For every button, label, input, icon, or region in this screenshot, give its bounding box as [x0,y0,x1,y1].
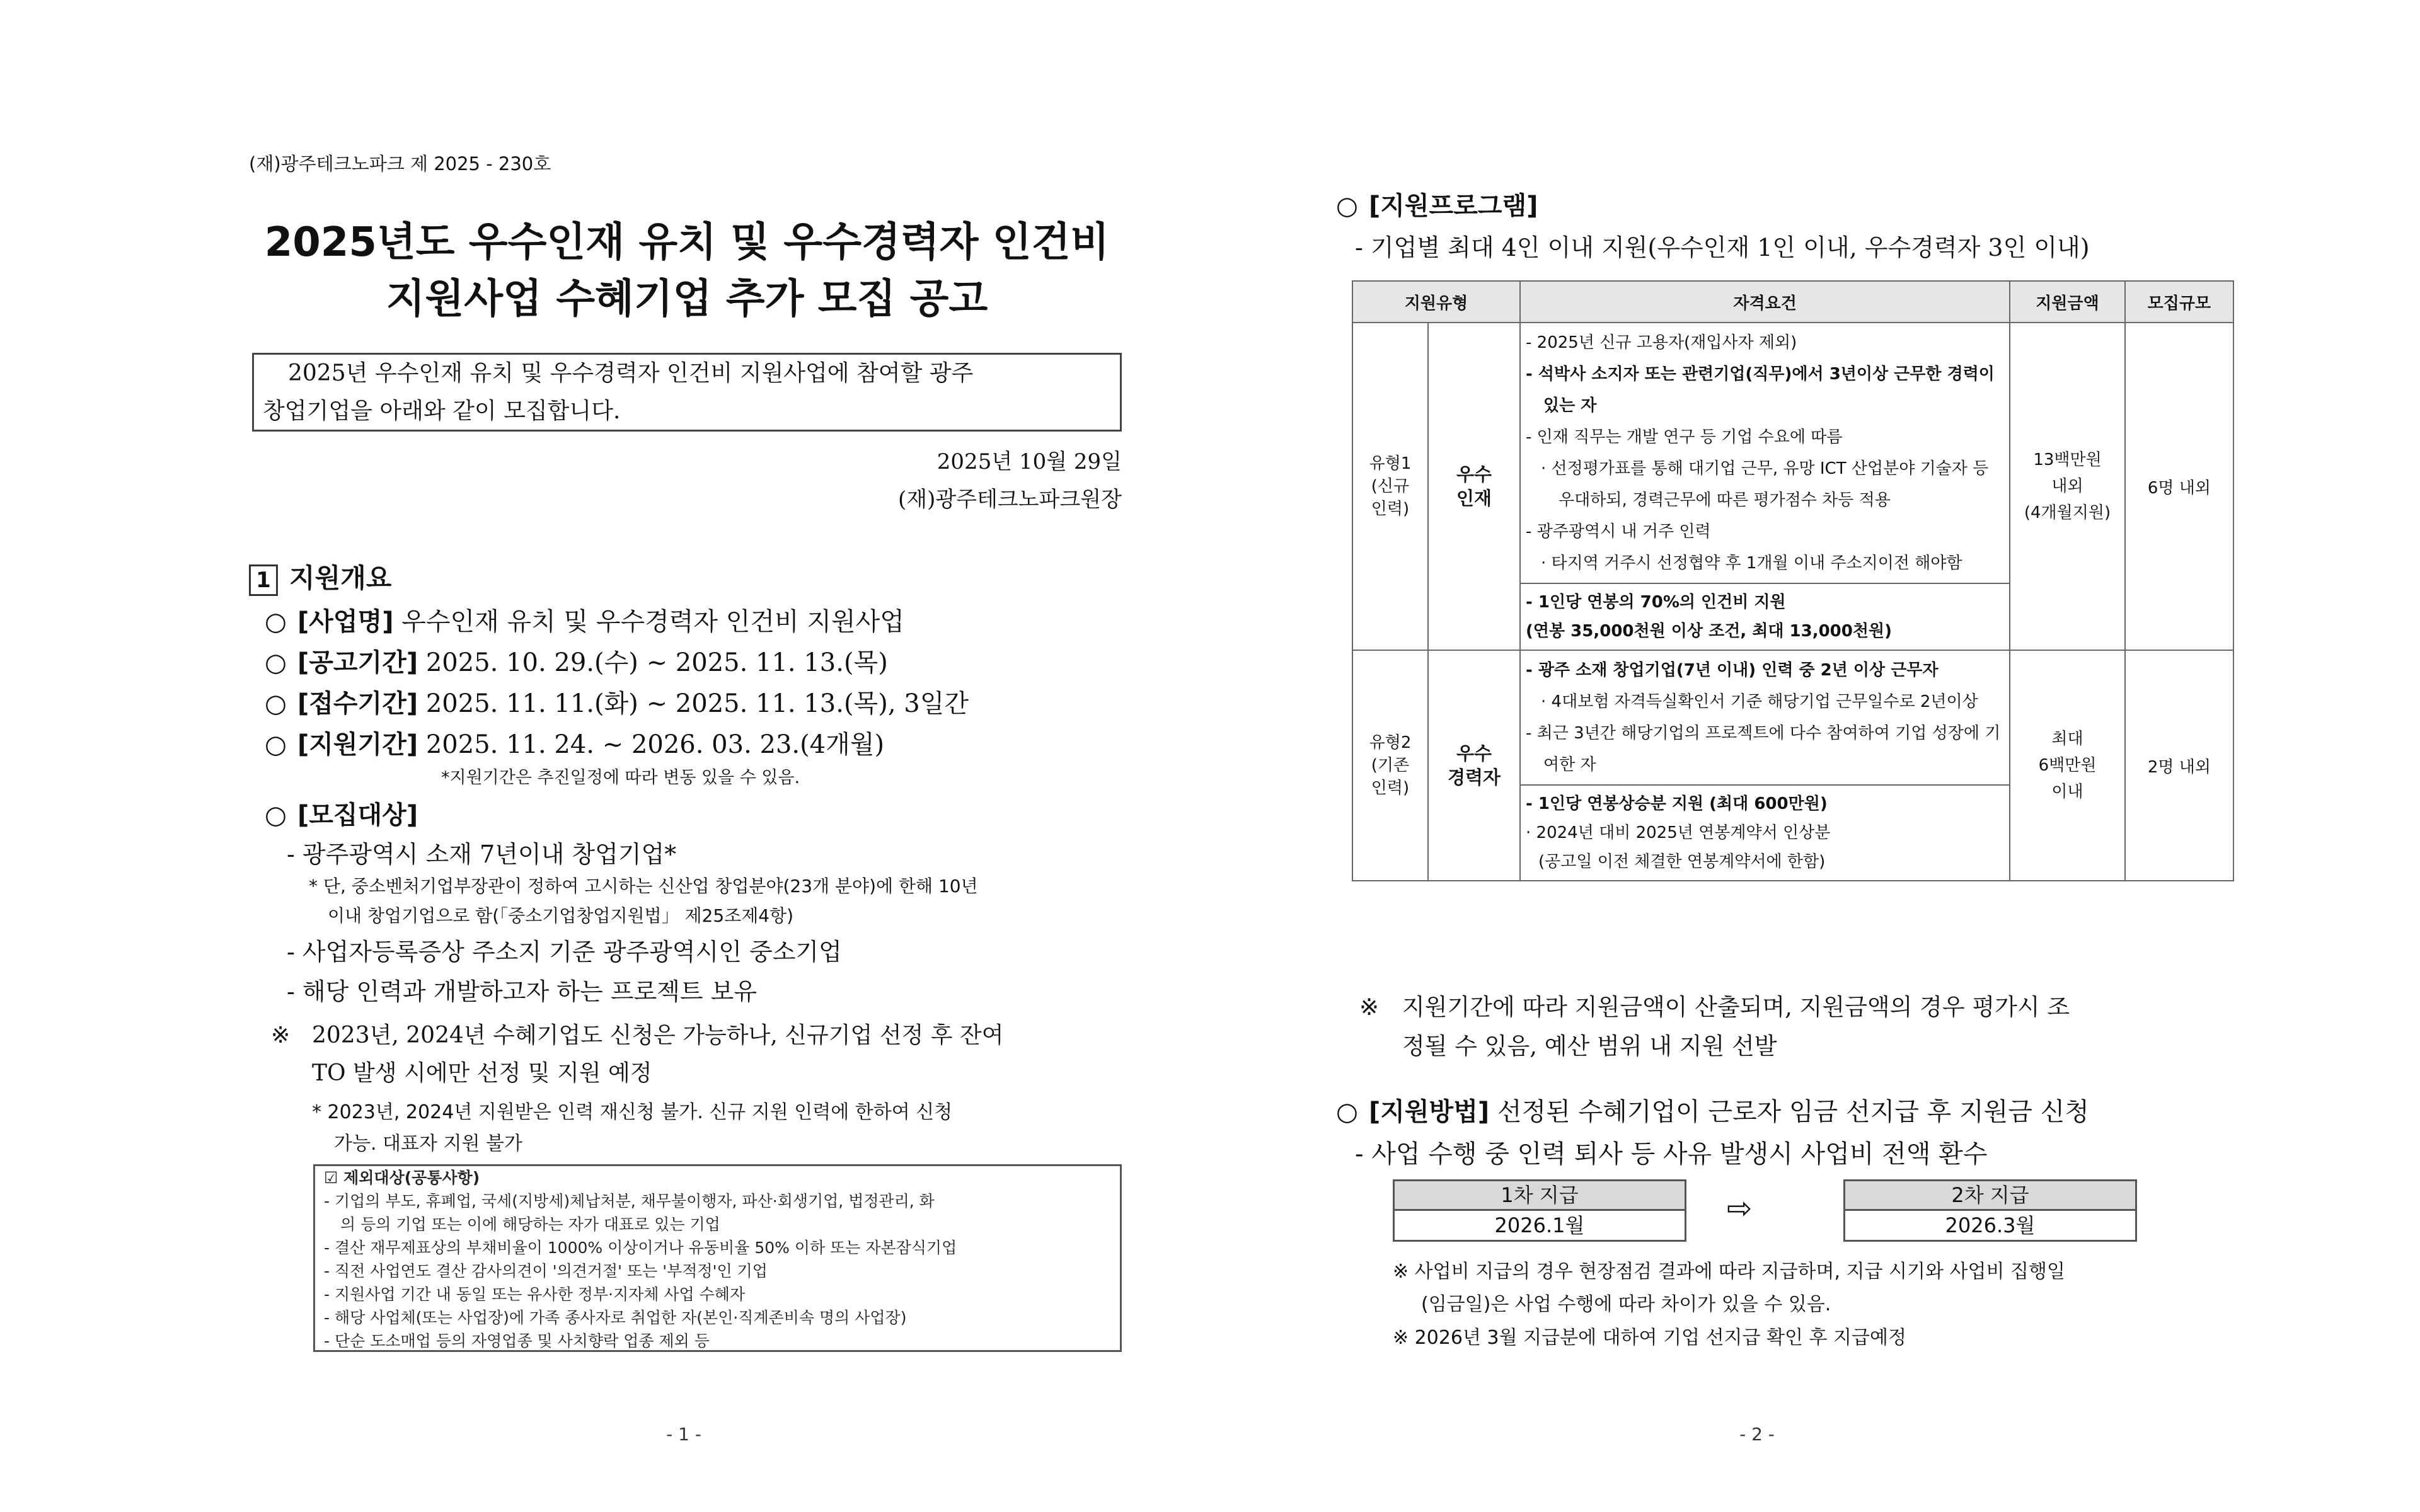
req-item: · 선정평가표를 통해 대기업 근무, 유망 ICT 산업분야 기술자 등 우대하되, 경력근무에 따른 평가점수 차등 적용 [1541,459,1989,510]
target-heading [265,795,418,831]
item-text: 2025. 11. 24. ~ 2026. 03. 23.(4개월) [425,730,885,759]
support-line: (공고일 이전 체결한 연봉계약서에 한함) [1538,852,1826,871]
type2-amount: 최대 6백만원 이내 [2010,650,2125,881]
req-item: - 광주 소재 창업기업(7년 이내) 인력 중 2년 이상 근무자 [1526,661,1939,680]
support-line: - 1인당 연봉상승분 지원 (최대 600만원) [1526,794,1828,813]
type2-support [1520,785,2010,881]
intro-box [252,353,1122,432]
method-sub: - 사업 수행 중 인력 퇴사 등 사유 발생시 사업비 전액 환수 [1355,1140,1988,1169]
bullet: ○ [265,689,287,718]
item-text: 우수인재 유치 및 우수경력자 인건비 지원사업 [401,607,904,636]
notice-text-1: 2023년, 2024년 수혜기업도 신청은 가능하나, 신규기업 선정 후 잔여 [312,1022,1004,1048]
section-1-title: 지원개요 [289,563,392,593]
bullet: ○ [265,648,287,677]
payment-note-1-line-2: (임금일)은 사업 수행에 따라 차이가 있을 수 있음. [1421,1293,1831,1315]
target-label: [모집대상] [297,801,418,830]
req-item: - 광주광역시 내 거주 인력 [1526,522,1711,541]
issuer: (재)광주테크노파크원장 [898,487,1122,512]
bullet: ○ [1336,1097,1358,1126]
program-heading [1336,186,1538,222]
type1-requirements [1520,323,2010,583]
table-header-row [1352,281,2233,323]
payment-2-box [1843,1179,2137,1242]
req-item: - 최근 3년간 해당기업의 프로젝트에 다수 참여하여 기업 성장에 기여한 자 [1526,724,2001,774]
target-3: - 해당 인력과 개발하고자 하는 프로젝트 보유 [287,978,758,1005]
notice-line-1 [271,1017,1004,1050]
req-item: - 2025년 신규 고용자(재입사자 제외) [1526,333,1797,352]
payment-1-value: 2026.1월 [1494,1213,1585,1237]
payment-1-header: 1차 지급 [1395,1181,1685,1211]
type2-requirements [1520,650,2010,785]
item-label: [지원기간] [297,730,418,759]
item-text: 2025. 10. 29.(수) ~ 2025. 11. 13.(목) [425,648,888,677]
item-label: [공고기간] [297,648,418,677]
notice-mark: ※ [271,1022,291,1048]
support-line: · 2024년 대비 2025년 연봉계약서 인상분 [1526,823,1831,842]
item-support-period [265,724,884,760]
table-row-type2-req [1352,650,2233,785]
type1-name: 우수 인재 [1428,323,1520,650]
page-number-2: - 2 - [1739,1424,1775,1445]
exclusion-box [313,1164,1122,1352]
header-scale: 모집규모 [2125,281,2233,323]
program-label: [지원프로그램] [1369,192,1538,220]
title-line-2: 지원사업 수혜기업 추가 모집 공고 [386,276,988,323]
type2-group: 유형2 (기존 인력) [1352,650,1428,881]
exclusion-item: 의 등의 기업 또는 이에 해당하는 자가 대표로 있는 기업 [340,1215,720,1234]
notice-sub-2: 가능. 대표자 지원 불가 [334,1133,522,1155]
payment-2-value: 2026.3월 [1945,1213,2036,1237]
exclusion-item: - 직전 사업연도 결산 감사의견이 '의견거절' 또는 '부적정'인 기업 [324,1262,768,1280]
doc-title [249,214,1125,328]
table-note-line-1 [1359,988,2070,1022]
payment-2-header: 2차 지급 [1845,1181,2135,1211]
table-row-type1-req [1352,323,2233,583]
exclusion-item: - 결산 재무제표상의 부채비율이 1000% 이상이거나 유동비율 50% 이하 또는 자본잠식기업 [324,1239,957,1257]
bullet: ○ [1336,192,1358,220]
req-item: · 4대보험 자격득실확인서 기준 해당기업 근무일수로 2년이상 [1541,692,1978,711]
target-1-note-1: * 단, 중소벤처기업부장관이 정하여 고시하는 신산업 창업분야(23개 분야)에 한해 10년 [309,876,978,896]
method-label: [지원방법] [1369,1097,1490,1126]
header-type: 지원유형 [1352,281,1520,323]
target-1-note-2: 이내 창업기업으로 함(「중소기업창업지원법」 제25조제4항) [328,905,794,926]
payment-note-2: ※ 2026년 3월 지급분에 대하여 기업 선지급 확인 후 지급예정 [1393,1327,1906,1349]
item-business-name [265,602,904,638]
req-item: - 인재 직무는 개발 연구 등 기업 수요에 따름 [1526,428,1843,447]
exclusion-item: - 기업의 부도, 휴폐업, 국세(지방세)체납처분, 채무불이행자, 파산·회생기업, 법정관리, 화 [324,1192,935,1210]
payment-note-1-line-1: ※ 사업비 지급의 경우 현장점검 결과에 따라 지급하며, 지급 시기와 사업비 집행일 [1393,1261,2065,1283]
exclusion-title: ☑ 제외대상(공통사항) [324,1169,480,1187]
section-number-box: 1 [249,564,278,596]
support-line: (연봉 35,000천원 이상 조건, 최대 13,000천원) [1526,622,1892,641]
note-text-1: 지원기간에 따라 지원금액이 산출되며, 지원금액의 경우 평가시 조 [1402,994,2070,1021]
exclusion-item: - 지원사업 기간 내 동일 또는 유사한 정부·지자체 사업 수혜자 [324,1285,746,1303]
announce-date: 2025년 10월 29일 [936,449,1122,474]
note-mark: ※ [1359,994,1380,1021]
item-receipt-period [265,684,969,719]
bullet: ○ [265,607,287,636]
type1-group: 유형1 (신규 인력) [1352,323,1428,650]
header-requirements: 자격요건 [1520,281,2010,323]
type1-scale: 6명 내외 [2125,323,2233,650]
payment-1-box [1393,1179,1686,1242]
item-label: [접수기간] [297,689,418,718]
exclusion-item: - 단순 도소매업 등의 자영업종 및 사치향락 업종 제외 등 [324,1332,710,1350]
intro-line-1: 2025년 우수인재 유치 및 우수경력자 인건비 지원사업에 참여할 광주 [288,360,974,386]
type1-support [1520,583,2010,650]
type2-scale: 2명 내외 [2125,650,2233,881]
method-heading [1336,1092,2089,1128]
doc-number: (재)광주테크노파크 제 2025 - 230호 [249,153,551,175]
header-amount: 지원금액 [2010,281,2125,323]
type2-name: 우수 경력자 [1428,650,1520,881]
req-item: · 타지역 거주시 선정협약 후 1개월 이내 주소지이전 해야함 [1541,554,1962,573]
item-announce-period [265,643,888,679]
item-text: 2025. 11. 11.(화) ~ 2025. 11. 13.(목), 3일간 [425,689,969,718]
table-note-line-2: 정될 수 있음, 예산 범위 내 지원 선발 [1402,1033,1777,1060]
page-2 [1210,0,2420,1512]
program-desc: - 기업별 최대 4인 이내 지원(우수인재 1인 이내, 우수경력자 3인 이내) [1355,234,2090,261]
exclusion-item: - 해당 사업체(또는 사업장)에 가족 종사자로 취업한 자(본인·직계존비속 명의 사업장) [324,1309,907,1327]
page-number-1: - 1 - [666,1424,701,1445]
method-text: 선정된 수혜기업이 근로자 임금 선지급 후 지원금 신청 [1497,1097,2089,1126]
title-line-1: 2025년도 우수인재 유치 및 우수경력자 인건비 [264,219,1110,266]
req-item: - 석박사 소지자 또는 관련기업(직무)에서 3년이상 근무한 경력이 있는 자 [1526,365,1995,415]
program-table [1352,280,2234,881]
type1-amount: 13백만원 내외 (4개월지원) [2010,323,2125,650]
period-note: *지원기간은 추진일정에 따라 변동 있을 수 있음. [441,768,800,788]
section-1-heading [249,558,391,596]
item-label: [사업명] [297,607,394,636]
target-2: - 사업자등록증상 주소지 기준 광주광역시인 중소기업 [287,938,842,966]
target-1: - 광주광역시 소재 7년이내 창업기업* [287,840,677,868]
intro-line-2: 창업기업을 아래와 같이 모집합니다. [263,398,621,424]
notice-line-2: TO 발생 시에만 선정 및 지원 예정 [312,1060,652,1086]
arrow-right-icon: ⇨ [1727,1191,1753,1226]
bullet: ○ [265,801,287,830]
support-line: - 1인당 연봉의 70%의 인건비 지원 [1526,593,1786,612]
bullet: ○ [265,730,287,759]
notice-sub-1: * 2023년, 2024년 지원받은 인력 재신청 불가. 신규 지원 인력에 한하여 신청 [312,1101,953,1123]
